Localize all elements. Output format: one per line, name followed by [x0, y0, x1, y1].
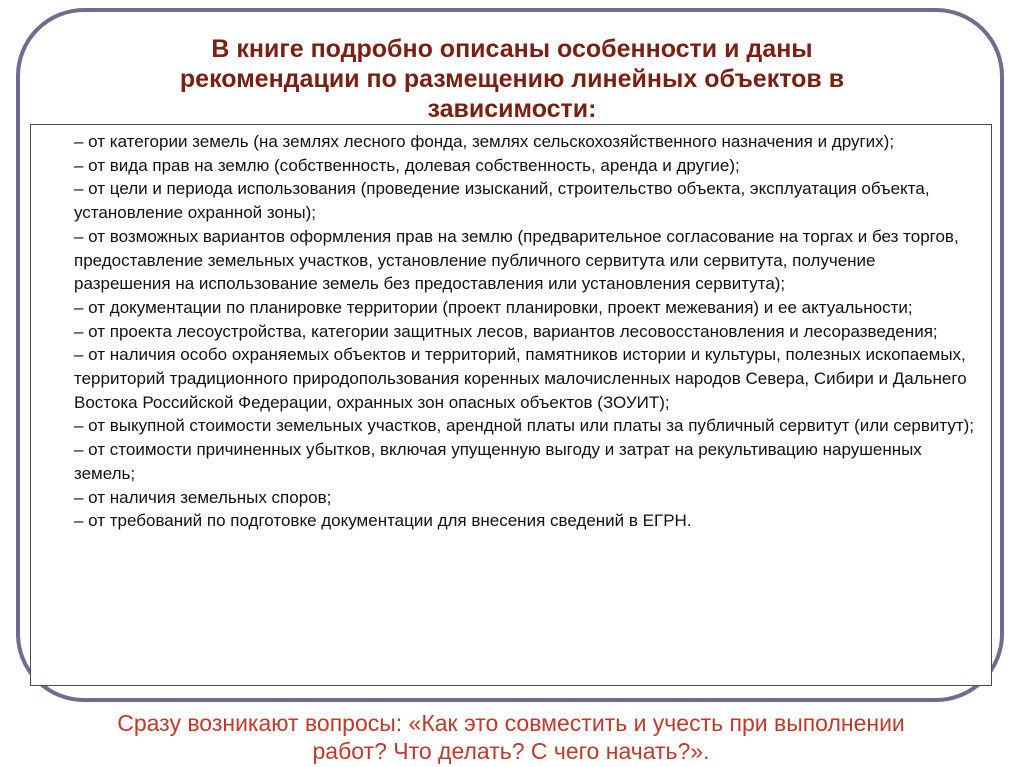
list-item: – от документации по планировке территории (проект планировки, проект межевания) и ее актуальности;: [74, 297, 913, 317]
questions-text: Сразу возникают вопросы: «Как это совместить и учесть при выполнении работ? Что делать? С чего начать?».: [117, 710, 905, 764]
list-item: – от вида прав на землю (собственность, долевая собственность, аренда и другие);: [74, 155, 740, 175]
dependency-list: [74, 130, 974, 533]
list-item: – от категории земель (на землях лесного фонда, землях сельскохозяйственного назначения и других);: [74, 132, 895, 151]
list-item: – от требований по подготовке документации для внесения сведений в ЕГРН.: [74, 511, 692, 531]
list-item: – от проекта лесоустройства, категории защитных лесов, вариантов лесовосстановления и лесоразведения;: [74, 321, 938, 341]
list-item: – от возможных вариантов оформления прав на землю (предварительное согласование на торгах и без торгов, предоставление земельных участков, установление публичного сервитута или сервитута, получение разрешения на использование земель без предоставления или установления сервитута);: [74, 226, 959, 294]
list-item: – от цели и периода использования (проведение изысканий, строительство объекта, эксплуатация объекта, установление охранной зоны);: [74, 179, 930, 223]
list-item: – от выкупной стоимости земельных участков, арендной платы или платы за публичный сервитут (или сервитут);: [74, 416, 974, 436]
list-item: – от наличия земельных споров;: [74, 487, 332, 507]
slide-title: В книге подробно описаны особенности и даны рекомендации по размещению линейных объектов в зависимости:: [179, 35, 845, 123]
list-item: – от стоимости причиненных убытков, включая упущенную выгоду и затрат на рекультивацию нарушенных земель;: [74, 440, 922, 483]
list-item: – от наличия особо охраняемых объектов и территорий, памятников истории и культуры, полезных ископаемых, территорий традиционного природопользования коренных малочисленных народов Севера, Сибири и Дальнего Востока Российской Федерации, охранных зон опасных объектов (ЗОУИТ);: [74, 345, 967, 412]
